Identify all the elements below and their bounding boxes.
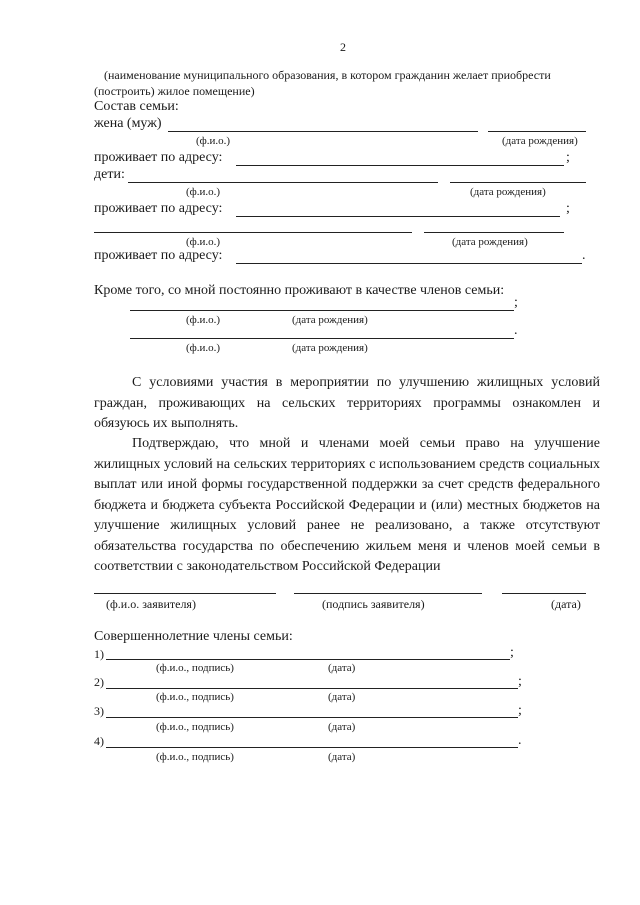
adult3-line [106, 717, 518, 718]
spouse-birth-line [488, 131, 586, 132]
applicant-fio-line [94, 593, 276, 594]
child2-address-line [236, 263, 582, 264]
adult4-fio-caption: (ф.и.о., подпись) [156, 751, 234, 763]
applicant-fio-caption: (ф.и.о. заявителя) [106, 597, 196, 611]
child2-address-end: . [582, 248, 586, 263]
spouse-birth-caption: (дата рождения) [502, 135, 578, 147]
other2-fio-caption: (ф.и.о.) [186, 342, 221, 354]
spouse-address-line [236, 165, 564, 166]
other1-end: ; [514, 295, 518, 310]
child1-fio-line [128, 182, 438, 183]
header-note-line-2: (построить) жилое помещение) [94, 84, 255, 98]
confirmation-paragraph: Подтверждаю, что мной и членами моей семьи право на улучшение жилищных условий на сельских территориях с использованием средств социальных выплат или иной формы государственной поддержки за счет средств федерального бюджета и бюджета субъекта Российской Федерации и (или) местных бюджетов на улучшение жилищных условий ранее не реализовано, а также отсутствуют обязательства государства по обеспечению жильем меня и членов моей семьи в соответствии с законодательством Российской Федерации [94, 436, 600, 574]
child2-birth-caption: (дата рождения) [452, 236, 528, 248]
adult2-number: 2) [94, 675, 104, 689]
adult2-date-caption: (дата) [328, 691, 356, 703]
other2-line [130, 338, 514, 339]
adult2-line [106, 688, 518, 689]
other1-fio-caption: (ф.и.о.) [186, 314, 221, 326]
spouse-label: жена (муж) [94, 116, 162, 131]
other2-birth-caption: (дата рождения) [292, 342, 368, 354]
children-label: дети: [94, 167, 125, 182]
adult4-date-caption: (дата) [328, 751, 356, 763]
adult4-line [106, 747, 518, 748]
adults-title: Совершеннолетние члены семьи: [94, 629, 293, 644]
child1-birth-caption: (дата рождения) [470, 186, 546, 198]
adult4-number: 4) [94, 734, 104, 748]
applicant-sign-caption: (подпись заявителя) [322, 597, 425, 611]
adult4-end: . [518, 733, 522, 748]
adult2-fio-caption: (ф.и.о., подпись) [156, 691, 234, 703]
child2-fio-line [94, 232, 412, 233]
conditions-paragraph: С условиями участия в мероприятии по улучшению жилищных условий граждан, проживающих на сельских территориях программы ознакомлен и обязуюсь их выполнять. [94, 375, 600, 431]
adult1-date-caption: (дата) [328, 662, 356, 674]
spouse-fio-line [168, 131, 478, 132]
adult1-line [106, 659, 510, 660]
adult3-date-caption: (дата) [328, 721, 356, 733]
header-note-line-1: (наименование муниципального образования, в котором гражданин желает приобрести [104, 68, 551, 82]
other1-birth-caption: (дата рождения) [292, 314, 368, 326]
child1-birth-line [450, 182, 586, 183]
adult1-number: 1) [94, 647, 104, 661]
adult1-fio-caption: (ф.и.о., подпись) [156, 662, 234, 674]
other2-end: . [514, 323, 518, 338]
spouse-fio-caption: (ф.и.о.) [196, 135, 231, 147]
applicant-sign-line [294, 593, 482, 594]
child1-address-end: ; [566, 201, 570, 216]
child1-address-label: проживает по адресу: [94, 201, 223, 216]
applicant-date-line [502, 593, 586, 594]
adult2-end: ; [518, 674, 522, 689]
other1-line [130, 310, 514, 311]
child2-address-label: проживает по адресу: [94, 248, 223, 263]
child2-birth-line [424, 232, 564, 233]
family-title: Состав семьи: [94, 99, 179, 114]
adult3-end: ; [518, 703, 522, 718]
adult1-end: ; [510, 645, 514, 660]
adult3-number: 3) [94, 704, 104, 718]
others-intro: Кроме того, со мной постоянно проживают в качестве членов семьи: [94, 283, 505, 298]
adult3-fio-caption: (ф.и.о., подпись) [156, 721, 234, 733]
child1-fio-caption: (ф.и.о.) [186, 186, 221, 198]
spouse-address-end: ; [566, 150, 570, 165]
child1-address-line [236, 216, 560, 217]
child2-fio-caption: (ф.и.о.) [186, 236, 221, 248]
applicant-date-caption: (дата) [551, 597, 581, 611]
page-number: 2 [340, 40, 346, 54]
spouse-address-label: проживает по адресу: [94, 150, 223, 165]
